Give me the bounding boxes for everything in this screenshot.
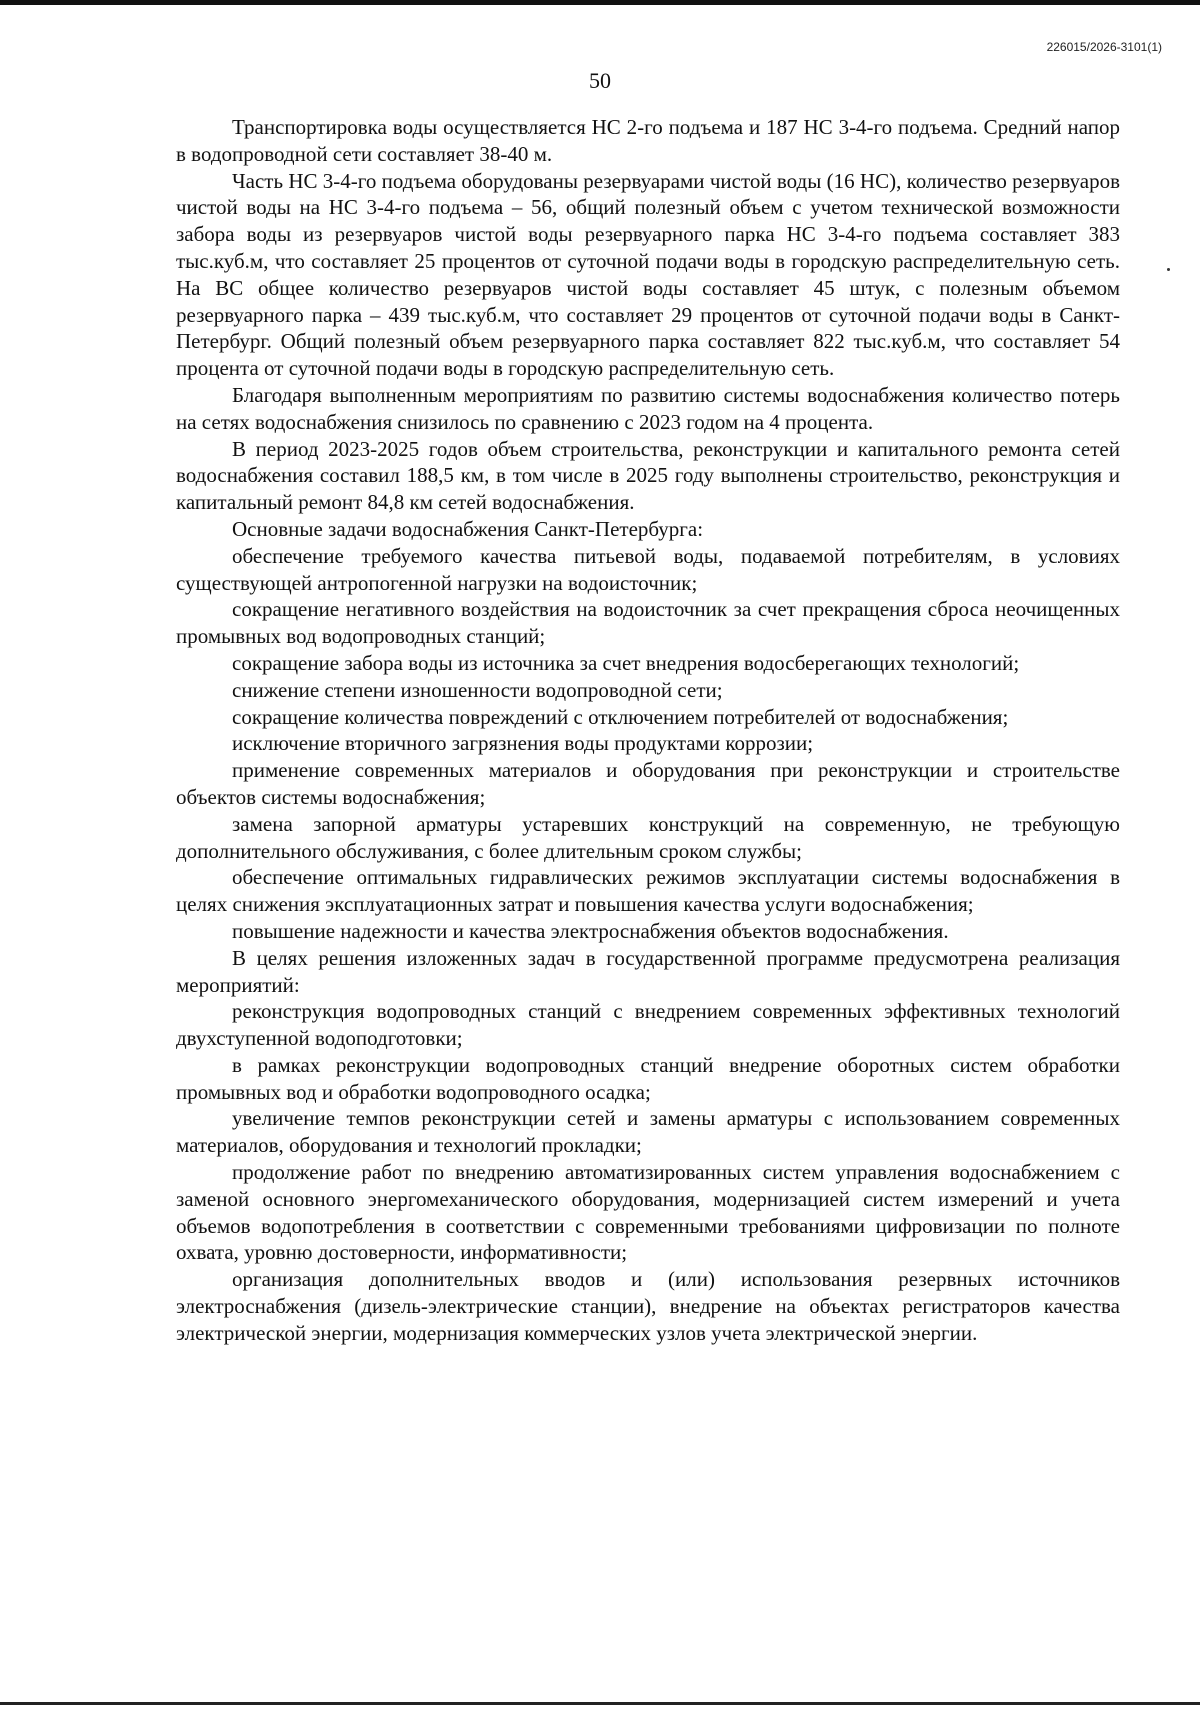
top-scan-border [0, 0, 1200, 5]
list-item: сокращение количества повреждений с отключением потребителей от водоснабжения; [232, 704, 1009, 729]
list-item: исключение вторичного загрязнения воды продуктами коррозии; [232, 731, 814, 756]
list-item: снижение степени изношенности водопроводной сети; [232, 677, 723, 702]
document-code: 226015/2026-3101(1) [1046, 40, 1162, 54]
paragraph: Транспортировка воды осуществляется НС 2-го подъема и 187 НС 3-4-го подъема. Средний напор в водопроводной сети составляет 38-40 м. [176, 115, 1120, 166]
list-item: обеспечение оптимальных гидравлических режимов эксплуатации системы водоснабжения в целях снижения эксплуатационных затрат и повышения качества услуги водоснабжения; [176, 865, 1120, 917]
list-item: обеспечение требуемого качества питьевой воды, подаваемой потребителям, в условиях существующей антропогенной нагрузки на водоисточник; [176, 543, 1120, 595]
list-item: организация дополнительных вводов и (или) использования резервных источников электроснабжения (дизель-электрические станции), внедрение на объектах регистраторов качества электрической энергии, модернизация коммерческих узлов учета электрической энергии. [176, 1267, 1120, 1345]
paragraph: Благодаря выполненным мероприятиям по развитию системы водоснабжения количество потерь на сетях водоснабжения снизилось по сравнению с 2023 годом на 4 процента. [176, 382, 1120, 434]
list-item: сокращение негативного воздействия на водоисточник за счет прекращения сброса неочищенных промывных вод водопроводных станций; [176, 597, 1120, 649]
list-item: в рамках реконструкции водопроводных станций внедрение оборотных систем обработки промывных вод и обработки водопроводного осадка; [176, 1052, 1120, 1104]
list-item: увеличение темпов реконструкции сетей и замены арматуры с использованием современных материалов, оборудования и технологий прокладки; [176, 1106, 1120, 1158]
paragraph: В целях решения изложенных задач в государственной программе предусмотрена реализация мероприятий: [176, 945, 1120, 997]
bottom-scan-border [0, 1702, 1200, 1705]
paragraph: Основные задачи водоснабжения Санкт-Петербурга: [232, 516, 704, 541]
paragraph: В период 2023-2025 годов объем строительства, реконструкции и капитального ремонта сетей водоснабжения составил 188,5 км, в том числе в 2025 году выполнены строительство, реконструкция и капитальный ремонт 84,8 км сетей водоснабжения. [176, 436, 1120, 515]
list-item: сокращение забора воды из источника за счет внедрения водосберегающих технологий; [232, 650, 1020, 675]
list-item: применение современных материалов и оборудования при реконструкции и строительстве объектов системы водоснабжения; [176, 758, 1120, 809]
list-item: повышение надежности и качества электроснабжения объектов водоснабжения. [232, 918, 949, 943]
paragraph: Часть НС 3-4-го подъема оборудованы резервуарами чистой воды (16 НС), количество резервуаров чистой воды на НС 3-4-го подъема – 56, общий полезный объем с учетом технической возможности забора воды из резервуаров чистой воды резервуарного парка НС 3-4-го подъема составляет 383 тыс.куб.м, что составляет 25 процентов от суточной подачи воды в городскую распределительную сеть. На ВС общее количество резервуаров чистой воды составляет 45 штук, с полезным объемом резервуарного парка – 439 тыс.куб.м, что составляет 29 процентов от суточной подачи воды в Санкт-Петербург. Общий полезный объем резервуарного парка составляет 822 тыс.куб.м, что составляет 54 процента от суточной подачи воды в городскую распределительную сеть. [176, 168, 1120, 381]
list-item: продолжение работ по внедрению автоматизированных систем управления водоснабжением с заменой основного энергомеханического оборудования, модернизацией систем измерений и учета объемов водопотребления в соответствии с современными требованиями цифровизации по полноте охвата, уровню достоверности, информативности; [176, 1160, 1120, 1265]
list-item: реконструкция водопроводных станций с внедрением современных эффективных технологий двухступенной водоподготовки; [176, 999, 1120, 1051]
document-body [176, 114, 1120, 1347]
list-item: замена запорной арматуры устаревших конструкций на современную, не требующую дополнительного обслуживания, с более длительным сроком службы; [176, 811, 1120, 863]
page-number: 50 [589, 68, 611, 93]
scan-speck [1167, 268, 1170, 271]
